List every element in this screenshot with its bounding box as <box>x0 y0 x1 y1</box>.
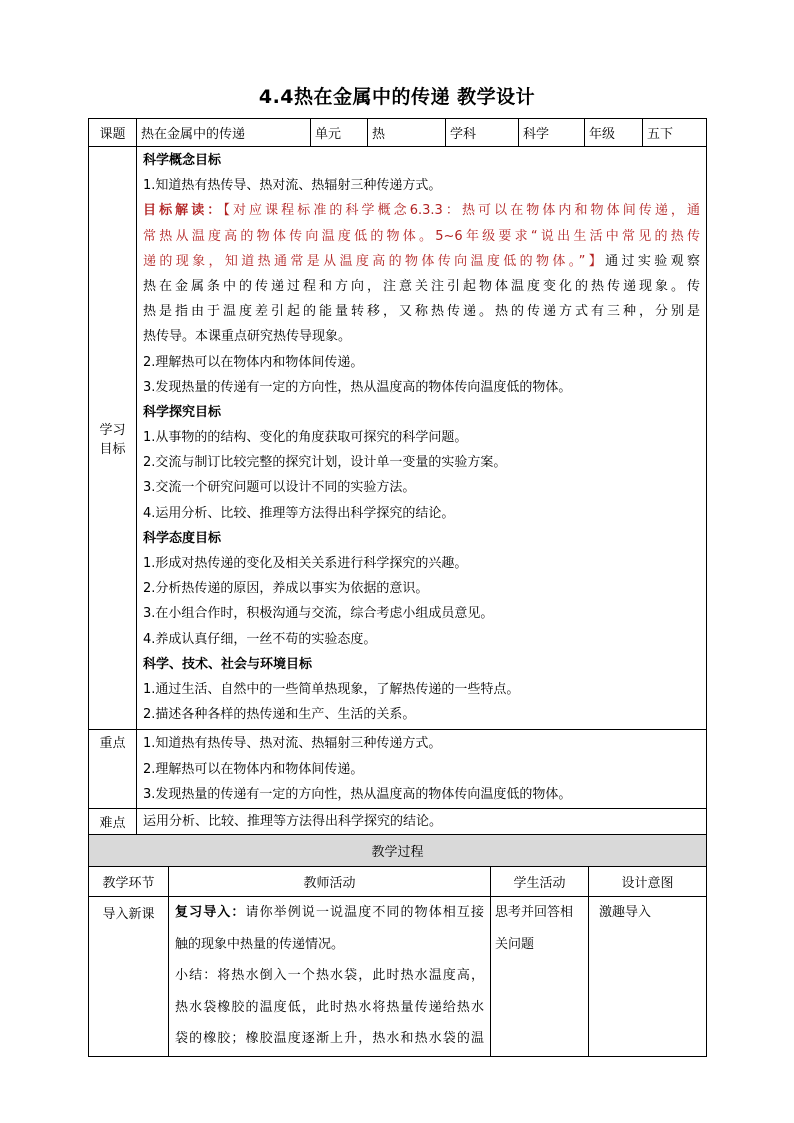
concept-goal-1: 1.知道热有热传导、热对流、热辐射三种传递方式。 <box>143 178 442 194</box>
goals-label <box>89 147 137 730</box>
difficulty-row <box>89 808 707 834</box>
student-line-1: 思考并回答相 <box>495 905 574 920</box>
inquiry-heading: 科学探究目标 <box>143 404 222 420</box>
difficulty-label: 难点 <box>89 808 137 834</box>
interpretation-text-3-tail: 通过实验观察 <box>605 253 700 269</box>
process-columns-row <box>89 867 707 897</box>
teaching-process-table <box>88 834 707 1057</box>
concept-goal-3: 3.发现热量的传递有一定的方向性，热从温度高的物体传向温度低的物体。 <box>143 379 572 395</box>
process-heading: 教学过程 <box>89 835 707 867</box>
unit-label: 单元 <box>311 119 368 147</box>
teacher-line-2: 触的现象中热量的传递情况。 <box>175 936 345 952</box>
interpretation-line-6: 热传导。本课重点研究热传导现象。 <box>143 329 352 345</box>
interpretation-line-2: 常热从温度高的物体传向温度低的物体。5~6年级要求“说出生活中常见的热传 <box>143 228 700 244</box>
concept-heading: 科学概念目标 <box>143 153 222 168</box>
grade-label: 年级 <box>585 119 643 147</box>
col-intent-header: 设计意图 <box>589 867 707 897</box>
teacher-text-3: 将热水倒入一个热水袋，此时热水温度高， <box>217 968 484 983</box>
teacher-line-4: 热水袋橡胶的温度低，此时热水将热量传递给热水 <box>175 999 484 1015</box>
grade-value: 五下 <box>643 119 707 147</box>
inquiry-goal-1: 1.从事物的的结构、变化的角度获取可探究的科学问题。 <box>143 430 468 446</box>
goals-label-line1: 学习 <box>99 423 126 439</box>
key-point-2: 2.理解热可以在物体内和物体间传递。 <box>143 761 364 777</box>
interpretation-line-4: 热在金属条中的传递过程和方向，注意关注引起物体温度变化的热传递现象。传 <box>143 278 700 294</box>
teacher-text-1: 请你举例说一说温度不同的物体相互接 <box>245 905 484 920</box>
sts-goal-1: 1.通过生活、自然中的一些简单热现象，了解热传递的一些特点。 <box>143 681 520 697</box>
interpretation-line-3 <box>143 249 700 274</box>
attitude-goal-1: 1.形成对热传递的变化及相关关系进行科学探究的兴趣。 <box>143 556 468 571</box>
col-student-header: 学生活动 <box>491 867 589 897</box>
lesson-info-table <box>88 118 707 835</box>
key-points-label: 重点 <box>89 730 137 809</box>
inquiry-goal-4: 4.运用分析、比较、推理等方法得出科学探究的结论。 <box>143 505 455 521</box>
inquiry-goal-3: 3.交流一个研究问题可以设计不同的实验方法。 <box>143 480 416 496</box>
inquiry-goal-2: 2.交流与制订比较完整的探究计划，设计单一变量的实验方案。 <box>143 455 507 471</box>
subject-value: 科学 <box>519 119 585 147</box>
key-points-content <box>137 730 707 809</box>
goals-label-line2: 目标 <box>99 442 126 458</box>
interpretation-text-3: 递的现象，知道热通常是从温度高的物体传向温度低的物体。”】 <box>143 253 606 269</box>
topic-label: 课题 <box>89 119 137 147</box>
attitude-goal-4: 4.养成认真仔细，一丝不苟的实验态度。 <box>143 631 377 647</box>
key-points-row <box>89 730 707 809</box>
summary-label: 小结： <box>175 968 218 983</box>
key-point-1: 1.知道热有热传导、热对流、热辐射三种传递方式。 <box>143 736 442 752</box>
col-teacher-header: 教师活动 <box>169 867 491 897</box>
teacher-activity-intro <box>169 897 491 1057</box>
teacher-line-5: 袋的橡胶；橡胶温度逐渐上升，热水和热水袋的温 <box>175 1031 484 1046</box>
sts-goal-2: 2.描述各种各样的热传递和生产、生活的关系。 <box>143 707 416 723</box>
step-intro <box>89 897 169 1057</box>
goals-row <box>89 147 707 730</box>
student-line-2: 关问题 <box>495 936 535 952</box>
goals-content <box>137 147 707 730</box>
interpretation-label: 目标解读： <box>143 203 224 219</box>
concept-goal-2: 2.理解热可以在物体内和物体间传递。 <box>143 354 364 370</box>
header-row <box>89 119 707 147</box>
step-intro-text: 导入新课 <box>102 907 155 922</box>
interpretation-line-1 <box>143 198 700 223</box>
review-label: 复习导入： <box>175 905 246 920</box>
key-point-3: 3.发现热量的传递有一定的方向性，热从温度高的物体传向温度低的物体。 <box>143 786 572 802</box>
intent-text: 激趣导入 <box>599 905 652 920</box>
design-intent-intro <box>589 897 707 1057</box>
interpretation-line-5: 热是指由于温度差引起的能量转移，又称热传递。热的传递方式有三种，分别是 <box>143 304 700 320</box>
col-step-header: 教学环节 <box>89 867 169 897</box>
subject-label: 学科 <box>446 119 519 147</box>
process-heading-row <box>89 835 707 867</box>
attitude-goal-3: 3.在小组合作时，积极沟通与交流，综合考虑小组成员意见。 <box>143 606 494 622</box>
topic-value: 热在金属中的传递 <box>137 119 311 147</box>
sts-heading: 科学、技术、社会与环境目标 <box>143 656 313 672</box>
process-row-intro <box>89 897 707 1057</box>
attitude-goal-2: 2.分析热传递的原因，养成以事实为依据的意识。 <box>143 581 429 597</box>
difficulty-text: 运用分析、比较、推理等方法得出科学探究的结论。 <box>143 813 443 829</box>
interpretation-text-1: 【对应课程标准的科学概念6.3.3：热可以在物体内和物体间传递，通 <box>223 203 700 219</box>
student-activity-intro <box>491 897 589 1057</box>
unit-value: 热 <box>368 119 446 147</box>
attitude-heading: 科学态度目标 <box>143 530 222 546</box>
teacher-line-3 <box>175 960 484 992</box>
teacher-line-1 <box>175 897 484 929</box>
document-title: 4.4热在金属中的传递 教学设计 <box>258 86 536 108</box>
difficulty-content <box>137 808 707 834</box>
